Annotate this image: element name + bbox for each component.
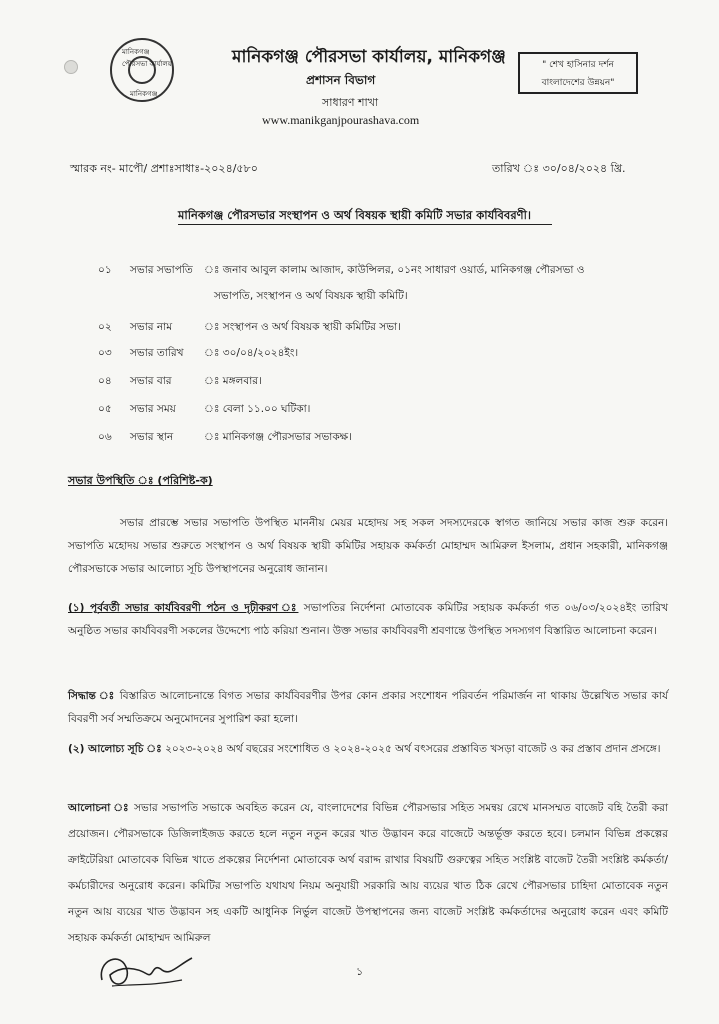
decision-1-text: বিস্তারিত আলোচনান্তে বিগত সভার কার্যবিবরণীর উপর কোন প্রকার সংশোধন পরিবর্তন পরিমার্জন না থাকায় উল্লেখিত সভার কার্য বিবরণী সর্ব সম্মতিক্রমে অনুমোদনের সুপারিশ করা হলো। — [68, 690, 668, 725]
seal-bottom-text: মানিকগঞ্জ — [130, 90, 158, 98]
detail-number: ০৫ — [98, 403, 112, 415]
detail-value: ঃ মানিকগঞ্জ পৌরসভার সভাকক্ষ। — [204, 431, 352, 443]
website-link[interactable]: www.manikganjpourashava.com — [262, 113, 420, 127]
municipality-seal — [110, 38, 174, 102]
detail-label: সভার নাম — [130, 321, 173, 333]
detail-label: সভার সময় — [130, 403, 176, 415]
discussion-text: সভার সভাপতি সভাকে অবহিত করেন যে, বাংলাদেশের বিভিন্ন পৌরসভার সহিত সমন্বয় রেখে মানসম্মত বাজেট বহি তৈরী করা প্রয়োজন। পৌরসভাকে ডিজিলাইজড করতে হলে নতুন নতুন করের খাত উদ্ভাবন করে বাজেটে অন্তর্ভূক্ত করতে হবে। চলমান বিভিন্ন প্রকল্পের ক্রাইটেরিয়া মোতাবেক বিভিন্ন খাতে প্রকল্পের নির্দেশনা মোতাবেক অর্থ বরাদ্দ রাখার বিষয়টি গুরুত্বের সহিত সংশ্লিষ্ট বাজেট তৈরী সংশ্লিষ্ট কর্মকর্তা/কর্মচারীদের অনুরোধ করেন। কমিটির সভাপতি যথাযথ নিয়ম অনুযায়ী সরকারি আয় ব্যয়ের খাত ঠিক রেখে পৌরসভার চাহিদা মোতাবেক নতুন নতুন আয় ব্যয়ের খাত উদ্ভাবন সহ একটি আধুনিক নির্ভুল বাজেট উপস্থাপনের জন্য বাজেট সংশ্লিষ্ট কর্মকর্তাদের অনুরোধ করেন এবং কমিটি সহায়ক কর্মকর্তা মোহাম্মদ আমিরুল — [68, 802, 668, 944]
agenda-item-2-text: ২০২৩-২০২৪ অর্থ বছরের সংশোধিত ও ২০২৪-২০২৫ অর্থ বৎসরের প্রস্তাবিত খসড়া বাজেট ও কর প্রস্তাব প্রদান প্রসঙ্গে। — [161, 743, 661, 755]
agenda-item-1-heading: (১) পূর্ববর্তী সভার কার্যবিবরণী পঠন ও দৃঢ়ীকরণ ঃ — [68, 602, 299, 614]
detail-number: ০২ — [98, 321, 112, 333]
detail-number: ০৩ — [98, 347, 112, 359]
detail-label: সভার সভাপতি — [130, 264, 193, 276]
subject-underline — [178, 224, 552, 225]
page-number: ১ — [356, 965, 364, 978]
discussion-paragraph — [68, 795, 668, 951]
detail-label: সভার তারিখ — [130, 347, 184, 359]
slogan-line-2: বাংলাদেশের উন্নয়ন" — [541, 78, 615, 88]
detail-value: ঃ ৩০/০৪/২০২৪ইং। — [204, 347, 299, 359]
agenda-item-2 — [68, 740, 668, 759]
detail-number: ০৪ — [98, 375, 112, 387]
slogan-box — [518, 52, 638, 94]
agenda-item-1-text: সভাপতির নির্দেশনা মোতাবেক কমিটির সহায়ক কর্মকর্তা গত ০৬/০৩/২০২৪ইং তারিখ অনুষ্ঠিত সভার কার্যবিবরণী সকলের উদ্দেশ্যে পাঠ করিয়া শুনান। উক্ত সভার কার্যবিবরণী শ্রবণান্তে উপস্থিত সদস্যগণ বিস্তারিত আলোচনা করেন। — [68, 602, 668, 637]
memo-number: স্মারক নং- মাপৌ/ প্রশাঃসাধাঃ-২০২৪/৫৮০ — [70, 162, 258, 175]
decision-1 — [68, 685, 668, 731]
detail-value: ঃ বেলা ১১.০০ ঘটিকা। — [204, 403, 311, 415]
office-title: মানিকগঞ্জ পৌরসভা কার্যালয়, মানিকগঞ্জ — [232, 47, 506, 67]
memo-date: তারিখ ঃ ৩০/০৪/২০২৪ খ্রি. — [492, 162, 626, 175]
subject-title: মানিকগঞ্জ পৌরসভার সংস্থাপন ও অর্থ বিষয়ক স্থায়ী কমিটি সভার কার্যবিবরণী। — [178, 208, 532, 222]
seal-top-text: মানিকগঞ্জ পৌরসভা কার্যালয় — [122, 48, 172, 68]
branch-name: সাধারণ শাখা — [322, 96, 379, 109]
agenda-item-2-heading: (২) আলোচ্য সূচি ঃ — [68, 743, 162, 755]
detail-label: সভার বার — [130, 375, 172, 387]
detail-value: ঃ মঙ্গলবার। — [204, 375, 262, 387]
detail-number: ০১ — [98, 264, 112, 276]
attendance-heading: সভার উপস্থিতি ঃ (পরিশিষ্ট-ক) — [68, 474, 213, 487]
handwritten-signature — [92, 940, 202, 996]
agenda-item-1 — [68, 597, 668, 643]
detail-value: ঃ জনাব আবুল কালাম আজাদ, কাউন্সিলর, ০১নং সাধারণ ওয়ার্ড, মানিকগঞ্জ পৌরসভা ও — [204, 264, 585, 276]
detail-value: ঃ সংস্থাপন ও অর্থ বিষয়ক স্থায়ী কমিটির সভা। — [204, 321, 401, 333]
division-name: প্রশাসন বিভাগ — [306, 73, 376, 87]
discussion-heading: আলোচনা ঃ — [68, 802, 130, 814]
slogan-line-1: " শেখ হাসিনার দর্শন — [542, 60, 614, 70]
intro-paragraph: সভার প্রারম্ভে সভার সভাপতি উপস্থিত মাননীয় মেয়র মহোদয় সহ সকল সদস্যদেরকে স্বাগত জানিয়ে সভার কাজ শুরু করেন। সভাপতি মহোদয় সভার শুরুতে সংস্থাপন ও অর্থ বিষয়ক স্থায়ী কমিটির সহায়ক কর্মকর্তা মোহাম্মদ আমিরুল ইসলাম, প্রধান সহকারী, মানিকগঞ্জ পৌরসভাকে সভার আলোচ্য সূচি উপস্থাপনের অনুরোধ জানান। — [68, 517, 668, 575]
decision-1-heading: সিদ্ধান্ত ঃ — [68, 690, 116, 702]
punch-hole — [64, 60, 78, 74]
detail-value-continued: সভাপতি, সংস্থাপন ও অর্থ বিষয়ক স্থায়ী কমিটি। — [214, 290, 408, 302]
detail-number: ০৬ — [98, 431, 112, 443]
detail-label: সভার স্থান — [130, 431, 174, 443]
